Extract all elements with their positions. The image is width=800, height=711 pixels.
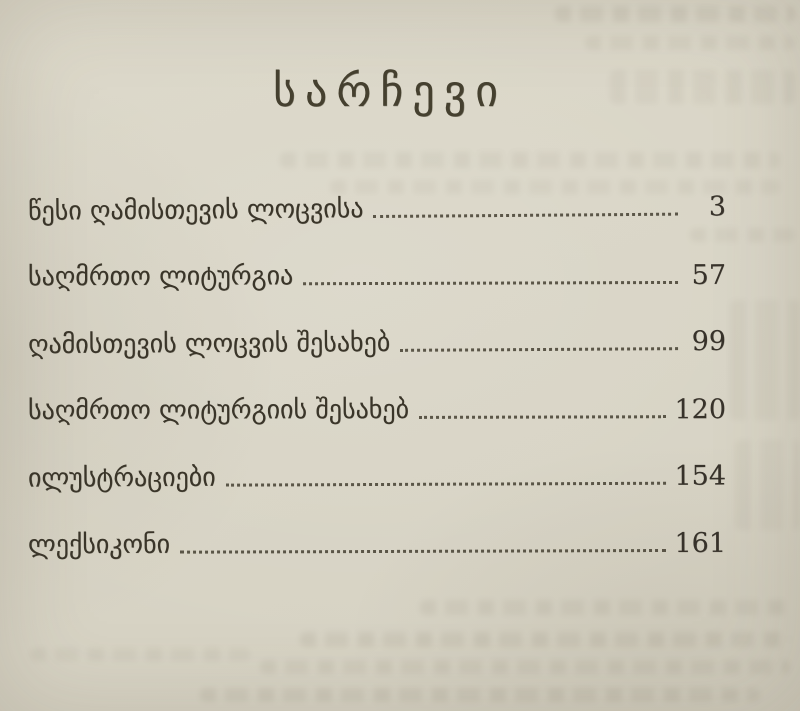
- toc-entry-page: 154: [674, 460, 727, 492]
- toc-entry-label: საღმრთო ლიტურგია: [27, 261, 294, 293]
- toc-entry-page: 57: [691, 259, 727, 291]
- toc-entry: [28, 183, 726, 228]
- bleedthrough-smudge: [420, 600, 790, 615]
- bleedthrough-smudge: [730, 300, 800, 420]
- bleedthrough-smudge: [735, 440, 800, 530]
- toc-entry-label: საღმრთო ლიტურგიის შესახებ: [27, 394, 410, 426]
- toc-entry: [28, 386, 726, 428]
- dot-leader: [303, 281, 678, 285]
- dot-leader: [400, 347, 678, 352]
- bleedthrough-smudge: [30, 648, 250, 661]
- page-title: სარჩევი: [272, 66, 507, 117]
- toc-entry-page: 161: [674, 527, 727, 559]
- toc-entry-label: ლექსიკონი: [27, 529, 171, 561]
- toc-entry-page: 120: [674, 394, 727, 426]
- bleedthrough-smudge: [555, 6, 795, 22]
- toc-entry-label: წესი ღამისთევის ლოცვისა: [27, 194, 364, 227]
- toc-entry-page: 99: [691, 325, 727, 358]
- dot-leader: [226, 482, 667, 487]
- toc-entry-label: ღამისთევის ლოცვის შესახებ: [27, 327, 391, 361]
- toc-entry: [28, 452, 726, 495]
- toc-entry-page: 3: [708, 191, 727, 223]
- bleedthrough-smudge: [200, 688, 760, 702]
- bleedthrough-smudge: [585, 36, 795, 50]
- dot-leader: [419, 415, 666, 419]
- dot-leader: [180, 549, 666, 554]
- bleedthrough-smudge: [260, 660, 790, 674]
- toc-entry: [28, 520, 726, 562]
- bleedthrough-smudge: [280, 152, 780, 168]
- table-of-contents: [28, 186, 726, 588]
- toc-entry: [28, 252, 726, 294]
- toc-entry-label: ილუსტრაციები: [27, 462, 216, 494]
- dot-leader: [374, 213, 679, 218]
- bleedthrough-smudge: [300, 632, 790, 647]
- toc-entry: [28, 318, 726, 362]
